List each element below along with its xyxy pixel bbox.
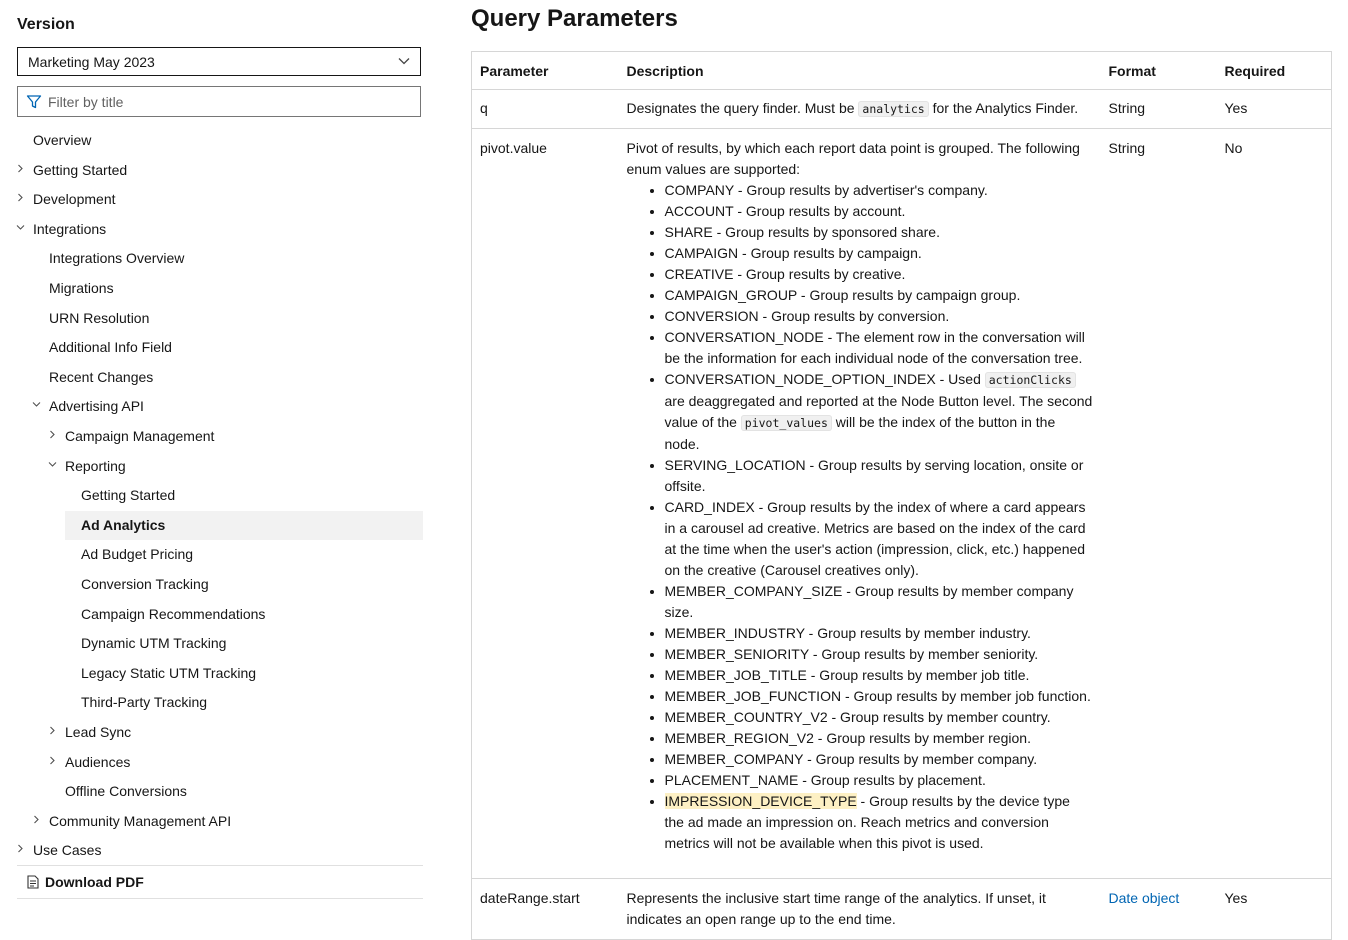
toc-item-label: Offline Conversions: [65, 783, 187, 799]
chevron-right-icon[interactable]: [47, 422, 57, 451]
header-description: Description: [619, 52, 1101, 90]
toc-item-label: Use Cases: [33, 842, 102, 858]
param-name: q: [472, 90, 619, 129]
chevron-right-icon[interactable]: [15, 156, 25, 185]
toc-item[interactable]: [49, 304, 149, 333]
toc-item[interactable]: [33, 185, 116, 214]
list-item-text: will be the index of the button in the node.: [664, 414, 1056, 452]
param-description: [619, 90, 1101, 129]
toc-item[interactable]: [65, 452, 126, 481]
description-text: for the Analytics Finder.: [928, 100, 1079, 116]
toc-item[interactable]: [81, 570, 209, 599]
chevron-right-icon[interactable]: [47, 748, 57, 777]
param-name: pivot.value: [472, 129, 619, 879]
pdf-icon: [27, 875, 39, 889]
chevron-down-icon: [398, 56, 410, 68]
toc-item[interactable]: [33, 215, 106, 244]
toc-item[interactable]: [33, 836, 101, 865]
chevron-right-icon[interactable]: [47, 718, 57, 747]
param-format: [1101, 879, 1217, 940]
param-required: Yes: [1217, 879, 1332, 940]
chevron-right-icon[interactable]: [15, 836, 25, 865]
toc-item[interactable]: [65, 511, 423, 540]
toc-item-label: Campaign Management: [65, 428, 215, 444]
list-item-text: CONVERSATION_NODE_OPTION_INDEX - Used: [664, 371, 985, 387]
toc-item[interactable]: [65, 777, 187, 806]
toc-item-label: Legacy Static UTM Tracking: [81, 665, 257, 681]
toc-item-label: Conversion Tracking: [81, 576, 209, 592]
filter-icon: [26, 94, 42, 110]
list-item: • SERVING_LOCATION - Group results by serving location, onsite or offsite.: [665, 455, 1093, 497]
toc-item-label: Migrations: [49, 280, 114, 296]
header-parameter: Parameter: [472, 52, 619, 90]
inline-code: pivot_values: [741, 415, 832, 431]
sidebar: [0, 0, 440, 908]
version-selected-value: Marketing May 2023: [28, 53, 155, 70]
list-item: • MEMBER_JOB_TITLE - Group results by member job title.: [665, 665, 1093, 686]
table-row: [472, 90, 1332, 129]
enum-list: [627, 180, 1093, 854]
toc-item-label: Campaign Recommendations: [81, 606, 266, 622]
list-item: • SHARE - Group results by sponsored share.: [665, 222, 1093, 243]
toc-item[interactable]: [81, 629, 226, 658]
list-item: • MEMBER_INDUSTRY - Group results by member industry.: [665, 623, 1093, 644]
inline-code: actionClicks: [985, 372, 1076, 388]
param-name: dateRange.start: [472, 879, 619, 940]
list-item: • PLACEMENT_NAME - Group results by placement.: [665, 770, 1093, 791]
table-row: [472, 879, 1332, 940]
toc-item[interactable]: [81, 600, 265, 629]
chevron-down-icon[interactable]: [31, 392, 41, 421]
toc-item-label: Integrations Overview: [49, 250, 185, 266]
page-title: Query Parameters: [471, 5, 678, 32]
toc-item[interactable]: [65, 718, 131, 747]
list-item: • MEMBER_SENIORITY - Group results by member seniority.: [665, 644, 1093, 665]
list-item: • CAMPAIGN_GROUP - Group results by campaign group.: [665, 285, 1093, 306]
chevron-down-icon[interactable]: [47, 452, 57, 481]
table-header-row: [472, 52, 1332, 90]
toc-item-label: Reporting: [65, 458, 126, 474]
param-required: No: [1217, 129, 1332, 879]
header-format: Format: [1101, 52, 1217, 90]
download-pdf-label: Download PDF: [45, 874, 144, 890]
toc-item[interactable]: [33, 126, 91, 155]
list-item: • CAMPAIGN - Group results by campaign.: [665, 243, 1093, 264]
list-item: • CREATIVE - Group results by creative.: [665, 264, 1093, 285]
toc-item-label: Ad Analytics: [81, 517, 166, 533]
inline-code: analytics: [858, 101, 928, 117]
toc-item-label: Recent Changes: [49, 369, 154, 385]
toc-item[interactable]: [81, 688, 207, 717]
table-row: [472, 129, 1332, 879]
toc-item[interactable]: [49, 244, 184, 273]
toc-item[interactable]: [65, 748, 130, 777]
toc-item[interactable]: [81, 659, 256, 688]
list-item: • ACCOUNT - Group results by account.: [665, 201, 1093, 222]
param-description: Represents the inclusive start time range of the analytics. If unset, it indicates an open range up to the end time.: [619, 879, 1101, 940]
toc-item[interactable]: [33, 156, 127, 185]
download-pdf-button[interactable]: [17, 865, 423, 899]
toc-item-label: Community Management API: [49, 813, 232, 829]
toc-item-label: Ad Budget Pricing: [81, 546, 194, 562]
toc-item[interactable]: [49, 807, 231, 836]
toc-item[interactable]: [81, 540, 193, 569]
toc-item-label: Getting Started: [33, 162, 128, 178]
chevron-down-icon[interactable]: [15, 215, 25, 244]
toc-item-label: Integrations: [33, 221, 107, 237]
filter-box: [17, 86, 421, 117]
version-select[interactable]: [17, 47, 421, 76]
toc-item[interactable]: [49, 333, 172, 362]
list-item: • MEMBER_JOB_FUNCTION - Group results by member job function.: [665, 686, 1093, 707]
list-item: • MEMBER_COUNTRY_V2 - Group results by member country.: [665, 707, 1093, 728]
filter-input[interactable]: [48, 94, 388, 110]
list-item: • MEMBER_COMPANY_SIZE - Group results by member company size.: [665, 581, 1093, 623]
param-description: [619, 129, 1101, 879]
toc-item-label: Getting Started: [81, 487, 176, 503]
description-intro: Pivot of results, by which each report data point is grouped. The following enum values are supported:: [626, 140, 1080, 177]
toc-item[interactable]: [81, 481, 175, 510]
toc-item[interactable]: [49, 274, 114, 303]
chevron-right-icon[interactable]: [15, 185, 25, 214]
list-item: • COMPANY - Group results by advertiser's company.: [665, 180, 1093, 201]
param-format: String: [1101, 129, 1217, 879]
list-item: • CONVERSION - Group results by conversion.: [665, 306, 1093, 327]
toc-item[interactable]: [65, 422, 214, 451]
toc-item-label: Lead Sync: [65, 724, 132, 740]
query-parameters-table: [471, 51, 1332, 940]
toc-item-label: URN Resolution: [49, 310, 150, 326]
list-item-text: - Group results by the device type the ad made an impression on. Reach metrics and conversion metrics will not be available when this pivot is used.: [664, 793, 1070, 851]
list-item: [665, 369, 1093, 455]
toc-item-label: Dynamic UTM Tracking: [81, 635, 227, 651]
date-object-link[interactable]: Date object: [1108, 890, 1180, 906]
toc-item-label: Overview: [33, 132, 92, 148]
param-required: Yes: [1217, 90, 1332, 129]
toc-item[interactable]: [49, 392, 144, 421]
list-item: [665, 791, 1093, 854]
list-item: • CARD_INDEX - Group results by the index of where a card appears in a carousel ad creative. Metrics are based on the index of the card at the time when the user's action (impression, click, etc.) happened on the creative (Carousel creatives only).: [665, 497, 1093, 581]
header-required: Required: [1217, 52, 1332, 90]
toc-item[interactable]: [49, 363, 153, 392]
list-item: • MEMBER_REGION_V2 - Group results by member region.: [665, 728, 1093, 749]
toc-item-label: Additional Info Field: [49, 339, 172, 355]
version-label: Version: [17, 16, 75, 33]
toc-item-label: Third-Party Tracking: [81, 694, 208, 710]
chevron-right-icon[interactable]: [31, 807, 41, 836]
list-item: • MEMBER_COMPANY - Group results by member company.: [665, 749, 1093, 770]
description-text: Designates the query finder. Must be: [626, 100, 859, 116]
list-item-text: are deaggregated and reported at the Node Button level. The second value of the: [664, 393, 1093, 430]
highlighted-term: IMPRESSION_DEVICE_TYPE: [664, 793, 857, 809]
toc-item-label: Advertising API: [49, 398, 144, 414]
param-format: String: [1101, 90, 1217, 129]
list-item: • CONVERSATION_NODE - The element row in the conversation will be the information for each individual node of the conversation tree.: [665, 327, 1093, 369]
toc-item-label: Audiences: [65, 754, 131, 770]
toc-item-label: Development: [33, 191, 116, 207]
